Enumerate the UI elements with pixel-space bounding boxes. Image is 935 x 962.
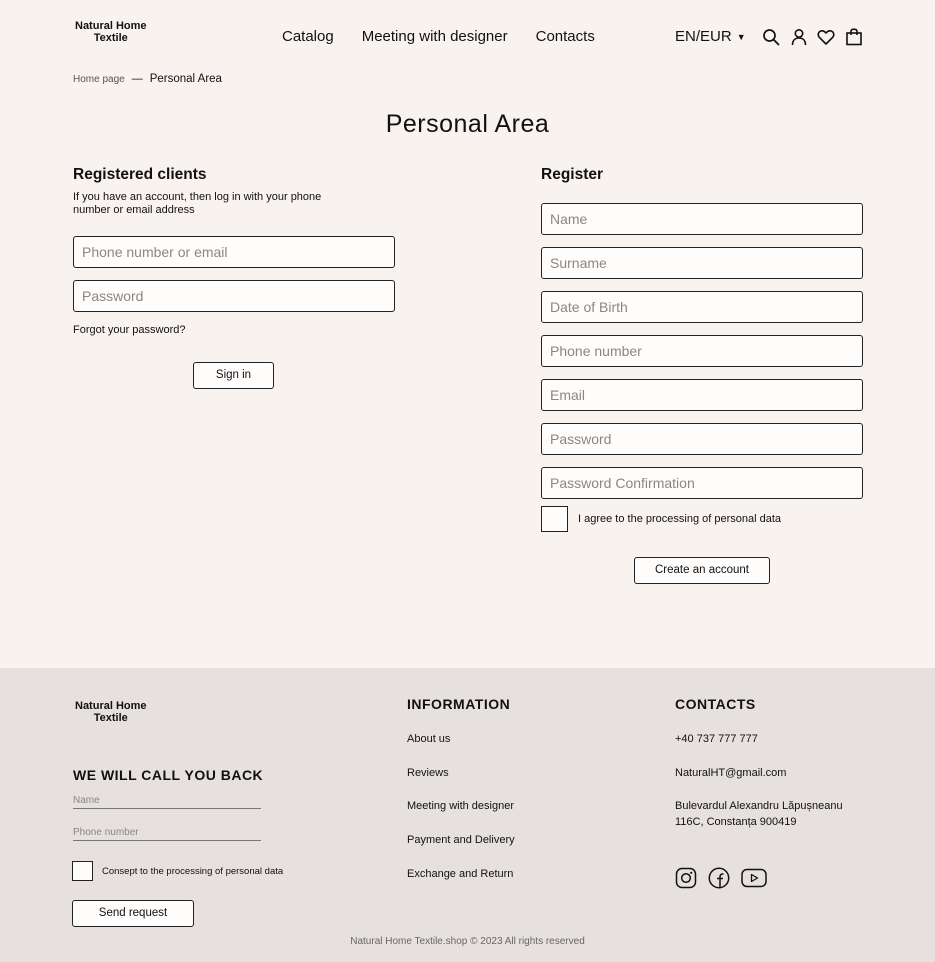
send-request-button[interactable]: Send request xyxy=(72,900,194,927)
contacts-title: CONTACTS xyxy=(675,696,756,712)
consent-checkbox[interactable] xyxy=(72,861,93,881)
social-links xyxy=(675,867,778,889)
register-password-confirm-input[interactable] xyxy=(541,467,863,499)
breadcrumb-current: Personal Area xyxy=(149,73,222,85)
register-dob-input[interactable] xyxy=(541,291,863,323)
breadcrumb-separator: — xyxy=(131,73,143,85)
nav-meeting-with-designer[interactable]: Meeting with designer xyxy=(361,28,508,45)
footer-link-meeting[interactable]: Meeting with designer xyxy=(407,800,515,812)
youtube-icon[interactable] xyxy=(741,867,767,889)
login-phone-email-input[interactable] xyxy=(73,236,395,268)
footer-link-payment[interactable]: Payment and Delivery xyxy=(407,834,515,846)
lang-currency-select[interactable] xyxy=(675,28,746,45)
register-email-input[interactable] xyxy=(541,379,863,411)
instagram-icon[interactable] xyxy=(675,867,697,889)
footer-logo-line1: Natural Home xyxy=(75,700,147,712)
information-title: INFORMATION xyxy=(407,696,511,712)
create-account-button[interactable]: Create an account xyxy=(634,557,770,584)
breadcrumb-home[interactable]: Home page xyxy=(73,73,125,85)
footer-logo-line2: Textile xyxy=(93,712,128,724)
logo-line1: Natural Home xyxy=(75,20,147,32)
heart-icon[interactable] xyxy=(817,28,835,46)
search-icon[interactable] xyxy=(762,28,780,46)
login-title: Registered clients xyxy=(73,166,207,183)
register-phone-input[interactable] xyxy=(541,335,863,367)
login-password-input[interactable] xyxy=(73,280,395,312)
consent-label: Consept to the processing of personal data xyxy=(102,866,284,877)
forgot-password-link[interactable]: Forgot your password? xyxy=(73,324,186,336)
footer-link-exchange[interactable]: Exchange and Return xyxy=(407,868,514,880)
nav-catalog[interactable]: Catalog xyxy=(282,28,334,45)
sign-in-button[interactable]: Sign in xyxy=(193,362,274,389)
agree-checkbox[interactable] xyxy=(541,506,568,532)
logo[interactable] xyxy=(75,20,147,44)
contact-address-line1: Bulevardul Alexandru Lăpușneanu xyxy=(675,800,843,812)
breadcrumb xyxy=(73,73,222,85)
callback-title: WE WILL CALL YOU BACK xyxy=(73,767,264,783)
contact-address-line2: 116C, Constanța 900419 xyxy=(675,816,797,828)
contact-email[interactable]: NaturalHT@gmail.com xyxy=(675,767,787,779)
caret-down-icon: ▼ xyxy=(736,31,746,42)
lang-currency-label: EN/EUR xyxy=(675,28,732,45)
bag-icon[interactable] xyxy=(845,28,863,46)
main-nav xyxy=(282,28,623,45)
footer-link-about[interactable]: About us xyxy=(407,733,451,745)
register-title: Register xyxy=(541,166,604,183)
header-icons xyxy=(762,28,872,46)
facebook-icon[interactable] xyxy=(708,867,730,889)
agree-label: I agree to the processing of personal data xyxy=(578,513,782,525)
contact-phone[interactable]: +40 737 777 777 xyxy=(675,733,758,745)
callback-name-input[interactable] xyxy=(73,793,261,809)
footer-logo[interactable] xyxy=(75,700,147,724)
login-description: If you have an account, then log in with your phone number or email address xyxy=(73,191,322,216)
footer-link-reviews[interactable]: Reviews xyxy=(407,767,449,779)
user-icon[interactable] xyxy=(790,28,808,46)
page-title: Personal Area xyxy=(385,110,550,138)
callback-phone-input[interactable] xyxy=(73,825,261,841)
nav-contacts[interactable]: Contacts xyxy=(535,28,595,45)
register-password-input[interactable] xyxy=(541,423,863,455)
register-surname-input[interactable] xyxy=(541,247,863,279)
copyright: Natural Home Textile.shop © 2023 All rights reserved xyxy=(350,936,585,947)
logo-line2: Textile xyxy=(93,32,128,44)
register-name-input[interactable] xyxy=(541,203,863,235)
